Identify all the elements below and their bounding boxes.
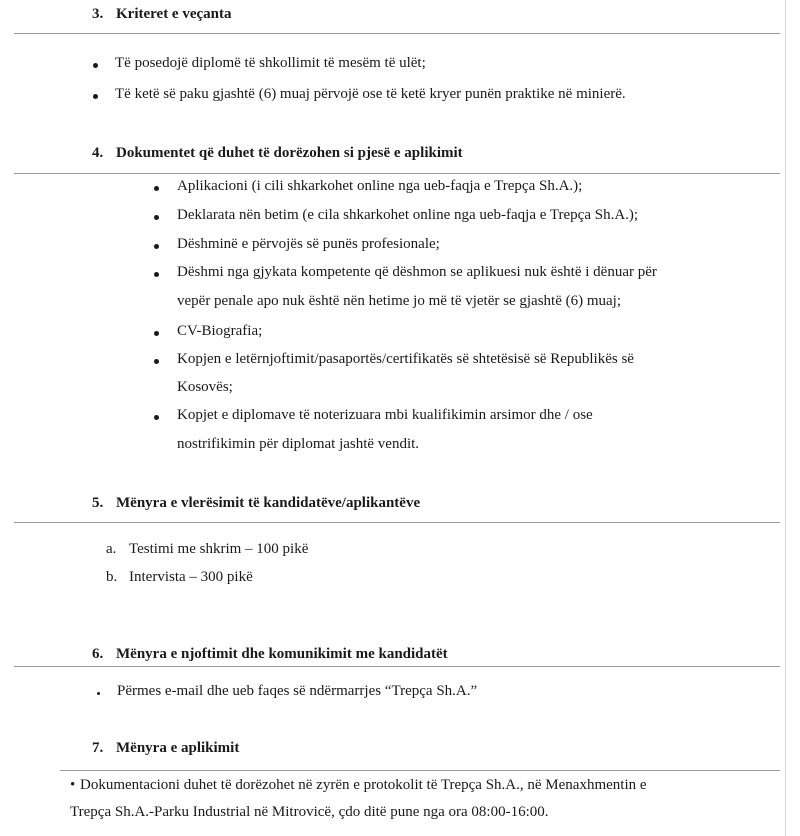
list-item: Deklarata nën betim (e cila shkarkohet online nga ueb-faqja e Trepça Sh.A.); (177, 207, 639, 223)
section-divider (60, 770, 780, 771)
list-item: Dëshmi nga gjykata kompetente që dëshmon se aplikuesi nuk është i dënuar për (177, 264, 657, 280)
bullet-dot (154, 331, 159, 336)
list-item: Aplikacioni (i cili shkarkohet online nga ueb-faqja e Trepça Sh.A.); (177, 178, 583, 194)
page-edge (785, 0, 786, 836)
section-number: 7. (92, 740, 104, 756)
list-item: Përmes e-mail dhe ueb faqes së ndërmarrjes “Trepça Sh.A.” (117, 683, 478, 699)
bullet-dot (154, 359, 159, 364)
bullet-dot (154, 215, 159, 220)
bullet-dot (154, 272, 159, 277)
section-divider (14, 522, 780, 523)
list-marker: a. (106, 541, 117, 557)
section-5-heading (92, 495, 420, 512)
section-number: 4. (92, 145, 104, 161)
list-item: Dëshminë e përvojës së punës profesionale; (177, 236, 440, 252)
list-item-continuation: nostrifikimin për diplomat jashtë vendit. (177, 436, 420, 452)
bullet-dot (154, 244, 159, 249)
section-divider (14, 173, 780, 174)
list-marker: b. (106, 569, 118, 585)
bullet-dot (97, 692, 100, 695)
section-6-heading (92, 646, 448, 663)
section-divider (14, 33, 780, 34)
section-title: Mënyra e aplikimit (116, 740, 240, 756)
section-title: Kriteret e veçanta (116, 6, 232, 22)
bullet-dot (154, 415, 159, 420)
section-7-heading (92, 740, 239, 757)
list-item: Testimi me shkrim – 100 pikë (129, 541, 309, 557)
section-divider (14, 666, 780, 667)
section-number: 3. (92, 6, 104, 22)
list-item: Intervista – 300 pikë (129, 569, 253, 585)
list-item-continuation: Kosovës; (177, 379, 233, 395)
list-marker: • (70, 777, 76, 793)
list-item: Kopjet e diplomave të noterizuara mbi kualifikimin arsimor dhe / ose (177, 407, 593, 423)
bullet-dot (93, 94, 98, 99)
bullet-dot (93, 63, 98, 68)
section-title: Mënyra e vlerësimit të kandidatëve/aplikantëve (116, 495, 421, 511)
section-4-heading (92, 145, 463, 162)
list-item: Të ketë së paku gjashtë (6) muaj përvojë ose të ketë kryer punën praktike në minierë. (115, 86, 626, 102)
bullet-dot (154, 186, 159, 191)
section-number: 5. (92, 495, 104, 511)
list-item: CV-Biografia; (177, 323, 263, 339)
section-3-heading (92, 6, 232, 23)
list-item-continuation: vepër penale apo nuk është nën hetime jo më të vjetër se gjashtë (6) muaj; (177, 293, 622, 309)
section-title: Dokumentet që duhet të dorëzohen si pjesë e aplikimit (116, 145, 463, 161)
paragraph-line: Dokumentacioni duhet të dorëzohet në zyrën e protokolit të Trepça Sh.A., në Menaxhmentin e (80, 777, 647, 793)
section-number: 6. (92, 646, 104, 662)
paragraph-line: Trepça Sh.A.-Parku Industrial në Mitrovicë, çdo ditë pune nga ora 08:00-16:00. (70, 804, 549, 820)
section-title: Mënyra e njoftimit dhe komunikimit me kandidatët (116, 646, 448, 662)
list-item: Të posedojë diplomë të shkollimit të mesëm të ulët; (115, 55, 426, 71)
list-item: Kopjen e letërnjoftimit/pasaportës/certifikatës së shtetësisë së Republikës së (177, 351, 634, 367)
